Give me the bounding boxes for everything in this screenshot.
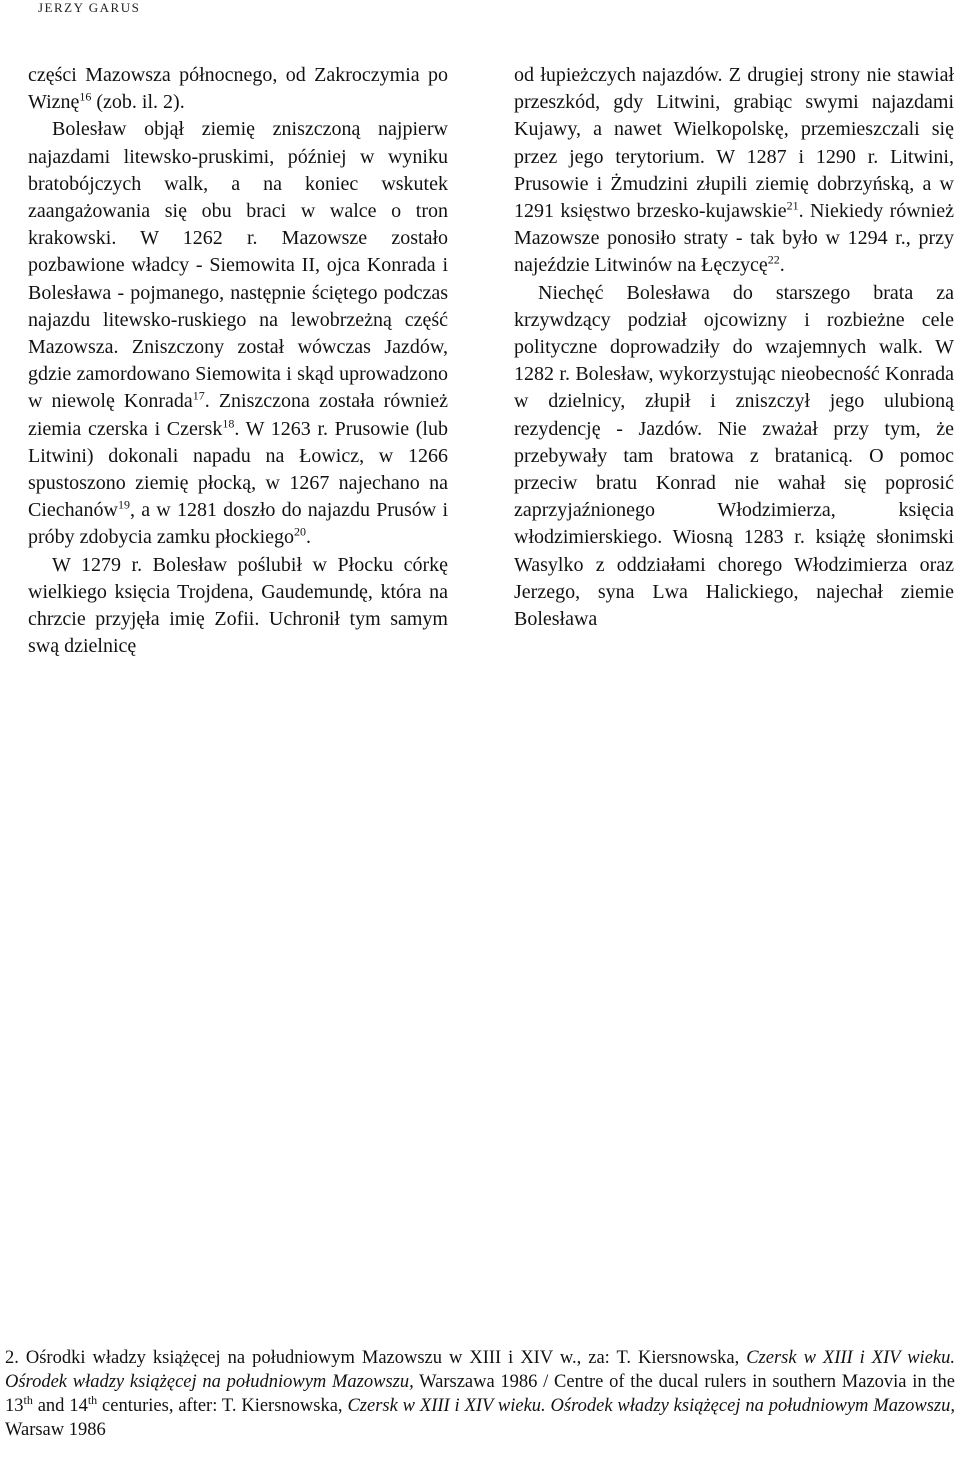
figure-caption — [5, 1346, 955, 1442]
text-run: W 1279 r. Bolesław poślubił w Płocku córkę wielkiego księcia Trojdena, Gaudemundę, która na chrzcie przyjęła imię Zofii. Uchronił tym samym swą dzielnicę — [28, 553, 448, 658]
text-run: Warsaw 1986 — [5, 1420, 106, 1440]
text-run: . — [306, 526, 312, 549]
text-run: od łupieżczych najazdów. Z drugiej strony nie stawiał przeszkód, gdy Litwini, grabiąc swymi najazdami Kujawy, a nawet Wielkopolskę, przemieszczali się przez jego terytorium. W 1287 i 1290 r. Litwini, Prusowie i Żmudzini złupili ziemię dobrzyńską, a w 1291 księstwo brzesko-kujawskie — [514, 64, 954, 223]
paragraph — [514, 280, 954, 634]
text-run: (zob. il. 2). — [91, 91, 185, 114]
footnote-ref: 17 — [192, 388, 205, 403]
caption-text — [5, 1346, 955, 1442]
italic-text: Czersk w XIII i XIV wieku. Ośrodek władzy książęcej na południowym Mazowszu, — [5, 1348, 955, 1392]
text-run: Niechęć Bolesława do starszego brata za krzywdzący podział ojcowizny i rozbieżne cele polityczne doprowadziły do wzajemnych walk. W 1282 r. Bolesław, wykorzystując nieobecność Konrada w dzielnicy, złupił i zniszczył jego ulubioną rezydencję - Jazdów. Nie zważał przy tym, że przebywały tam bratowa z bratanicą. O pomoc przeciw bratu Konrad nie wahał się poprosić zaprzyjaźnionego Włodzimierza, księcia włodzimierskiego. Wiosną 1283 r. książę słonimski Wasylko z oddziałami chorego Włodzimierza oraz Jerzego, syna Lwa Halickiego, najechał ziemie Bolesława — [514, 281, 954, 631]
text-run: , a w 1281 doszło do najazdu Prusów i próby zdobycia zamku płockiego — [28, 499, 448, 549]
text-run: . — [779, 254, 785, 277]
footnote-ref: 18 — [222, 415, 235, 430]
footnote-ref: 22 — [767, 252, 780, 267]
text-run: części Mazowsza północnego, od Zakroczymia po Wiznę — [28, 64, 448, 114]
paragraph — [28, 552, 448, 661]
italic-text: Czersk w XIII i XIV wieku. Ośrodek władzy książęcej na południowym Mazowszu, — [347, 1396, 956, 1416]
text-run: and 14 — [32, 1396, 88, 1416]
footnote-ref: th — [23, 1392, 33, 1407]
text-run: Warszawa 1986 / Centre of the ducal rulers in southern Mazovia in the 13 — [5, 1372, 955, 1416]
footnote-ref: 16 — [79, 89, 92, 104]
running-head: JERZY GARUS — [38, 0, 141, 15]
text-run: 2. Ośrodki władzy książęcej na południowym Mazowszu w XIII i XIV w., za: T. Kiersnowska, — [5, 1348, 747, 1368]
text-run: . Zniszczona została również ziemia czerska i Czersk — [28, 390, 448, 440]
footnote-ref: 21 — [786, 198, 799, 213]
paragraph — [28, 116, 448, 551]
text-run: . W 1263 r. Prusowie (lub Litwini) dokonali napadu na Łowicz, w 1266 spustoszono ziemię płocką, w 1267 najechano na Ciechanów — [28, 417, 448, 522]
footnote-ref: 19 — [117, 497, 130, 512]
paragraph — [28, 62, 448, 116]
text-run: centuries, after: T. Kiersnowska, — [97, 1396, 348, 1416]
paragraph — [514, 62, 954, 280]
right-text-column — [514, 62, 954, 633]
text-run: Bolesław objął ziemię zniszczoną najpierw najazdami litewsko-pruskimi, później w wyniku bratobójczych walk, a na koniec wskutek zaangażowania się obu braci w walce o tron krakowski. W 1262 r. Mazowsze zostało pozbawione władcy - Siemowita II, ojca Konrada i Bolesława - pojmanego, następnie ściętego podczas najazdu litewsko-ruskiego na lewobrzeżną część Mazowsza. Zniszczony został wówczas Jazdów, gdzie zamordowano Siemowita i skąd uprowadzono w niewolę Konrada — [28, 118, 448, 413]
left-text-column — [28, 62, 448, 660]
footnote-ref: th — [87, 1392, 98, 1407]
footnote-ref: 20 — [294, 524, 307, 539]
text-run: . Niekiedy również Mazowsze ponosiło straty - tak było w 1294 r., przy najeździe Litwinów na Łęczycę — [514, 200, 954, 277]
